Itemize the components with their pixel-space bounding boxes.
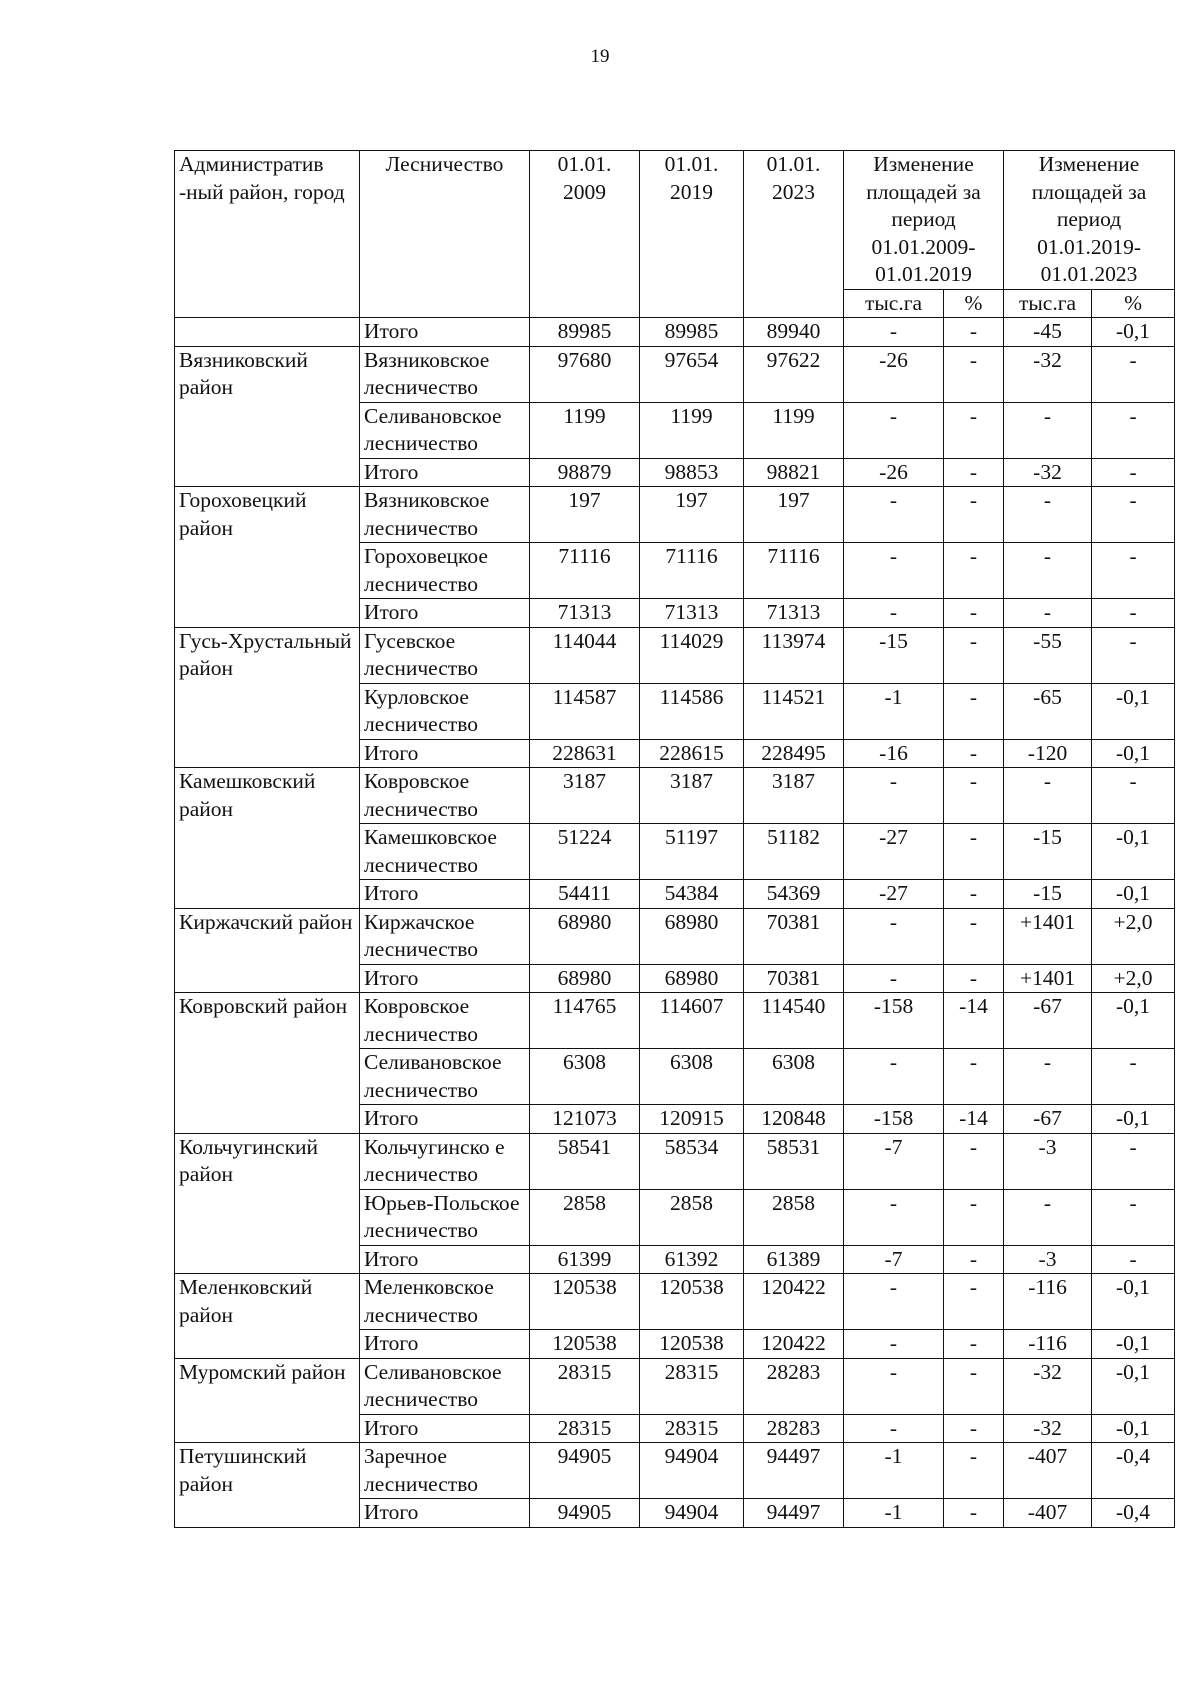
value-cell: 6308: [530, 1049, 640, 1105]
value-cell: -: [944, 964, 1004, 993]
value-cell: -: [944, 1133, 1004, 1189]
value-cell: -15: [1004, 880, 1092, 909]
value-cell: -158: [844, 1105, 944, 1134]
value-cell: 1199: [640, 402, 744, 458]
value-cell: 114521: [744, 683, 844, 739]
value-cell: -: [1092, 599, 1175, 628]
forestry-cell: Ковровское лесничество: [360, 768, 530, 824]
value-cell: -45: [1004, 318, 1092, 347]
forestry-cell: Вязниковское лесничество: [360, 346, 530, 402]
value-cell: 94497: [744, 1443, 844, 1499]
value-cell: -32: [1004, 458, 1092, 487]
value-cell: 28283: [744, 1414, 844, 1443]
value-cell: -14: [944, 1105, 1004, 1134]
value-cell: 120538: [640, 1330, 744, 1359]
forestry-cell: Заречное лесничество: [360, 1443, 530, 1499]
value-cell: -: [944, 824, 1004, 880]
value-cell: 3187: [744, 768, 844, 824]
value-cell: 97622: [744, 346, 844, 402]
value-cell: 97654: [640, 346, 744, 402]
forestry-cell: Итого: [360, 1105, 530, 1134]
value-cell: -0,1: [1092, 880, 1175, 909]
value-cell: -120: [1004, 739, 1092, 768]
forestry-cell: Юрьев-Польское лесничество: [360, 1189, 530, 1245]
forestry-cell: Ковровское лесничество: [360, 993, 530, 1049]
value-cell: 68980: [530, 964, 640, 993]
district-cell: Камешковский район: [175, 768, 360, 909]
value-cell: 114044: [530, 627, 640, 683]
value-cell: -: [944, 1274, 1004, 1330]
value-cell: 120538: [530, 1274, 640, 1330]
value-cell: 28315: [530, 1414, 640, 1443]
district-cell: Ковровский район: [175, 993, 360, 1134]
value-cell: -0,1: [1092, 1414, 1175, 1443]
forestry-cell: Итого: [360, 458, 530, 487]
value-cell: -: [944, 543, 1004, 599]
value-cell: -: [944, 458, 1004, 487]
value-cell: 70381: [744, 908, 844, 964]
value-cell: -26: [844, 458, 944, 487]
value-cell: 68980: [530, 908, 640, 964]
page-number: 19: [590, 46, 610, 67]
value-cell: -: [844, 1274, 944, 1330]
value-cell: 68980: [640, 964, 744, 993]
forestry-cell: Киржачское лесничество: [360, 908, 530, 964]
value-cell: 2858: [640, 1189, 744, 1245]
value-cell: -: [844, 1358, 944, 1414]
value-cell: 89985: [640, 318, 744, 347]
forestry-cell: Камешковское лесничество: [360, 824, 530, 880]
value-cell: -: [1092, 627, 1175, 683]
value-cell: 197: [744, 487, 844, 543]
forestry-cell: Вязниковское лесничество: [360, 487, 530, 543]
value-cell: -: [1092, 1049, 1175, 1105]
value-cell: -: [944, 908, 1004, 964]
value-cell: -: [944, 1443, 1004, 1499]
value-cell: -: [944, 402, 1004, 458]
value-cell: 61389: [744, 1245, 844, 1274]
value-cell: 2858: [744, 1189, 844, 1245]
value-cell: 197: [640, 487, 744, 543]
value-cell: 71313: [640, 599, 744, 628]
value-cell: 98879: [530, 458, 640, 487]
value-cell: 228495: [744, 739, 844, 768]
table-row: [175, 1358, 1175, 1414]
value-cell: 61392: [640, 1245, 744, 1274]
value-cell: 58534: [640, 1133, 744, 1189]
district-cell: Киржачский район: [175, 908, 360, 993]
value-cell: 1199: [744, 402, 844, 458]
value-cell: 114586: [640, 683, 744, 739]
value-cell: 89985: [530, 318, 640, 347]
forestry-cell: Итого: [360, 1330, 530, 1359]
value-cell: -: [1092, 768, 1175, 824]
value-cell: 51224: [530, 824, 640, 880]
forest-area-table: [174, 150, 1175, 1528]
value-cell: -: [944, 880, 1004, 909]
value-cell: 6308: [744, 1049, 844, 1105]
value-cell: -0,1: [1092, 318, 1175, 347]
table-row: [175, 993, 1175, 1049]
value-cell: 94904: [640, 1443, 744, 1499]
value-cell: -: [844, 768, 944, 824]
value-cell: 3187: [530, 768, 640, 824]
value-cell: -27: [844, 880, 944, 909]
value-cell: 71116: [744, 543, 844, 599]
value-cell: 6308: [640, 1049, 744, 1105]
district-cell: Вязниковский район: [175, 346, 360, 487]
value-cell: -: [944, 1499, 1004, 1528]
value-cell: -0,4: [1092, 1443, 1175, 1499]
value-cell: -: [844, 1049, 944, 1105]
header-district: Административ -ный район, город: [175, 151, 360, 318]
value-cell: -: [944, 739, 1004, 768]
forestry-cell: Гороховецкое лесничество: [360, 543, 530, 599]
value-cell: -: [844, 964, 944, 993]
value-cell: -: [1092, 487, 1175, 543]
value-cell: -32: [1004, 1414, 1092, 1443]
table-row: [175, 1274, 1175, 1330]
value-cell: -55: [1004, 627, 1092, 683]
value-cell: 120538: [530, 1330, 640, 1359]
value-cell: -: [944, 768, 1004, 824]
header-unit-ha-2: тыс.га: [1004, 289, 1092, 318]
value-cell: -1: [844, 1499, 944, 1528]
value-cell: -: [844, 1330, 944, 1359]
value-cell: -67: [1004, 1105, 1092, 1134]
value-cell: -: [1092, 543, 1175, 599]
value-cell: 71116: [530, 543, 640, 599]
value-cell: 28315: [530, 1358, 640, 1414]
value-cell: 121073: [530, 1105, 640, 1134]
value-cell: 28315: [640, 1414, 744, 1443]
value-cell: -: [844, 487, 944, 543]
value-cell: -: [1004, 487, 1092, 543]
forestry-cell: Итого: [360, 318, 530, 347]
value-cell: 71116: [640, 543, 744, 599]
value-cell: -0,1: [1092, 739, 1175, 768]
district-cell: Меленковский район: [175, 1274, 360, 1359]
value-cell: 120422: [744, 1330, 844, 1359]
value-cell: -0,1: [1092, 993, 1175, 1049]
value-cell: +2,0: [1092, 964, 1175, 993]
value-cell: -0,1: [1092, 1358, 1175, 1414]
forestry-cell: Итого: [360, 599, 530, 628]
forestry-cell: Итого: [360, 1245, 530, 1274]
value-cell: -: [844, 908, 944, 964]
header-change-2009-2019: Изменение площадей за период 01.01.2009- 01.01.2019: [844, 151, 1004, 290]
value-cell: 94904: [640, 1499, 744, 1528]
value-cell: -16: [844, 739, 944, 768]
value-cell: -1: [844, 1443, 944, 1499]
value-cell: 71313: [530, 599, 640, 628]
value-cell: -: [1092, 346, 1175, 402]
header-2019: 01.01. 2019: [640, 151, 744, 318]
district-cell: Муромский район: [175, 1358, 360, 1443]
value-cell: -0,4: [1092, 1499, 1175, 1528]
value-cell: 120538: [640, 1274, 744, 1330]
header-unit-pct-1: %: [944, 289, 1004, 318]
table-row: [175, 768, 1175, 824]
value-cell: -: [844, 599, 944, 628]
header-2009: 01.01. 2009: [530, 151, 640, 318]
district-cell: Кольчугинский район: [175, 1133, 360, 1274]
value-cell: -: [944, 1414, 1004, 1443]
value-cell: 61399: [530, 1245, 640, 1274]
forestry-cell: Кольчугинско е лесничество: [360, 1133, 530, 1189]
value-cell: -: [1004, 599, 1092, 628]
value-cell: -7: [844, 1245, 944, 1274]
value-cell: -26: [844, 346, 944, 402]
value-cell: -: [944, 1330, 1004, 1359]
value-cell: 71313: [744, 599, 844, 628]
value-cell: -0,1: [1092, 824, 1175, 880]
value-cell: +2,0: [1092, 908, 1175, 964]
value-cell: -32: [1004, 1358, 1092, 1414]
table-row: [175, 908, 1175, 964]
value-cell: 2858: [530, 1189, 640, 1245]
header-2023: 01.01. 2023: [744, 151, 844, 318]
table-row: [175, 627, 1175, 683]
forestry-cell: Селивановское лесничество: [360, 1358, 530, 1414]
value-cell: 1199: [530, 402, 640, 458]
value-cell: -: [944, 1358, 1004, 1414]
table-row: [175, 1133, 1175, 1189]
value-cell: 58531: [744, 1133, 844, 1189]
value-cell: -: [1092, 1133, 1175, 1189]
forestry-cell: Итого: [360, 880, 530, 909]
value-cell: -0,1: [1092, 1274, 1175, 1330]
value-cell: 68980: [640, 908, 744, 964]
header-unit-pct-2: %: [1092, 289, 1175, 318]
value-cell: -116: [1004, 1274, 1092, 1330]
value-cell: 120848: [744, 1105, 844, 1134]
district-cell: Гусь-Хрустальный район: [175, 627, 360, 768]
table-row: [175, 487, 1175, 543]
value-cell: -: [1092, 1189, 1175, 1245]
forestry-cell: Селивановское лесничество: [360, 402, 530, 458]
value-cell: -32: [1004, 346, 1092, 402]
value-cell: 28315: [640, 1358, 744, 1414]
value-cell: -: [944, 1245, 1004, 1274]
value-cell: 3187: [640, 768, 744, 824]
value-cell: -0,1: [1092, 1330, 1175, 1359]
value-cell: 51182: [744, 824, 844, 880]
value-cell: 120915: [640, 1105, 744, 1134]
value-cell: 54384: [640, 880, 744, 909]
value-cell: -: [944, 346, 1004, 402]
value-cell: -3: [1004, 1245, 1092, 1274]
value-cell: +1401: [1004, 908, 1092, 964]
value-cell: 98821: [744, 458, 844, 487]
value-cell: -: [944, 487, 1004, 543]
forestry-cell: Итого: [360, 739, 530, 768]
district-cell: [175, 318, 360, 347]
value-cell: 97680: [530, 346, 640, 402]
value-cell: -: [1092, 1245, 1175, 1274]
value-cell: -7: [844, 1133, 944, 1189]
forestry-cell: Итого: [360, 1499, 530, 1528]
value-cell: +1401: [1004, 964, 1092, 993]
value-cell: -: [944, 318, 1004, 347]
value-cell: -15: [844, 627, 944, 683]
value-cell: -: [1004, 1189, 1092, 1245]
value-cell: 113974: [744, 627, 844, 683]
value-cell: 197: [530, 487, 640, 543]
table-row: [175, 1443, 1175, 1499]
header-unit-ha-1: тыс.га: [844, 289, 944, 318]
value-cell: 94905: [530, 1499, 640, 1528]
value-cell: 89940: [744, 318, 844, 347]
value-cell: -158: [844, 993, 944, 1049]
value-cell: -14: [944, 993, 1004, 1049]
value-cell: -: [944, 627, 1004, 683]
value-cell: -: [844, 543, 944, 599]
value-cell: 114540: [744, 993, 844, 1049]
table-row-top-total: [175, 318, 1175, 347]
forestry-cell: Итого: [360, 964, 530, 993]
value-cell: -65: [1004, 683, 1092, 739]
value-cell: -: [844, 1414, 944, 1443]
value-cell: -: [1004, 402, 1092, 458]
value-cell: -: [1092, 402, 1175, 458]
value-cell: -407: [1004, 1499, 1092, 1528]
forestry-cell: Селивановское лесничество: [360, 1049, 530, 1105]
value-cell: 98853: [640, 458, 744, 487]
value-cell: 120422: [744, 1274, 844, 1330]
value-cell: -: [844, 318, 944, 347]
value-cell: -: [944, 1049, 1004, 1105]
value-cell: 94497: [744, 1499, 844, 1528]
value-cell: 114765: [530, 993, 640, 1049]
table-row: [175, 346, 1175, 402]
value-cell: 28283: [744, 1358, 844, 1414]
value-cell: 70381: [744, 964, 844, 993]
header-forestry: Лесничество: [360, 151, 530, 318]
value-cell: -: [1004, 543, 1092, 599]
forestry-cell: Гусевское лесничество: [360, 627, 530, 683]
value-cell: 51197: [640, 824, 744, 880]
value-cell: -1: [844, 683, 944, 739]
value-cell: -: [844, 402, 944, 458]
value-cell: -: [944, 599, 1004, 628]
value-cell: -0,1: [1092, 683, 1175, 739]
value-cell: -0,1: [1092, 1105, 1175, 1134]
value-cell: -: [1004, 768, 1092, 824]
value-cell: -: [1092, 458, 1175, 487]
forestry-cell: Меленковское лесничество: [360, 1274, 530, 1330]
value-cell: -: [944, 1189, 1004, 1245]
forestry-cell: Итого: [360, 1414, 530, 1443]
value-cell: 114607: [640, 993, 744, 1049]
value-cell: -67: [1004, 993, 1092, 1049]
value-cell: -116: [1004, 1330, 1092, 1359]
value-cell: -27: [844, 824, 944, 880]
value-cell: -: [944, 683, 1004, 739]
value-cell: -407: [1004, 1443, 1092, 1499]
value-cell: 54369: [744, 880, 844, 909]
value-cell: 54411: [530, 880, 640, 909]
forestry-cell: Курловское лесничество: [360, 683, 530, 739]
district-cell: Петушинский район: [175, 1443, 360, 1528]
value-cell: -: [844, 1189, 944, 1245]
value-cell: 228631: [530, 739, 640, 768]
value-cell: -3: [1004, 1133, 1092, 1189]
value-cell: 228615: [640, 739, 744, 768]
value-cell: -15: [1004, 824, 1092, 880]
value-cell: 114029: [640, 627, 744, 683]
value-cell: 94905: [530, 1443, 640, 1499]
value-cell: -: [1004, 1049, 1092, 1105]
district-cell: Гороховецкий район: [175, 487, 360, 628]
value-cell: 114587: [530, 683, 640, 739]
header-change-2019-2023: Изменение площадей за период 01.01.2019- 01.01.2023: [1004, 151, 1175, 290]
value-cell: 58541: [530, 1133, 640, 1189]
